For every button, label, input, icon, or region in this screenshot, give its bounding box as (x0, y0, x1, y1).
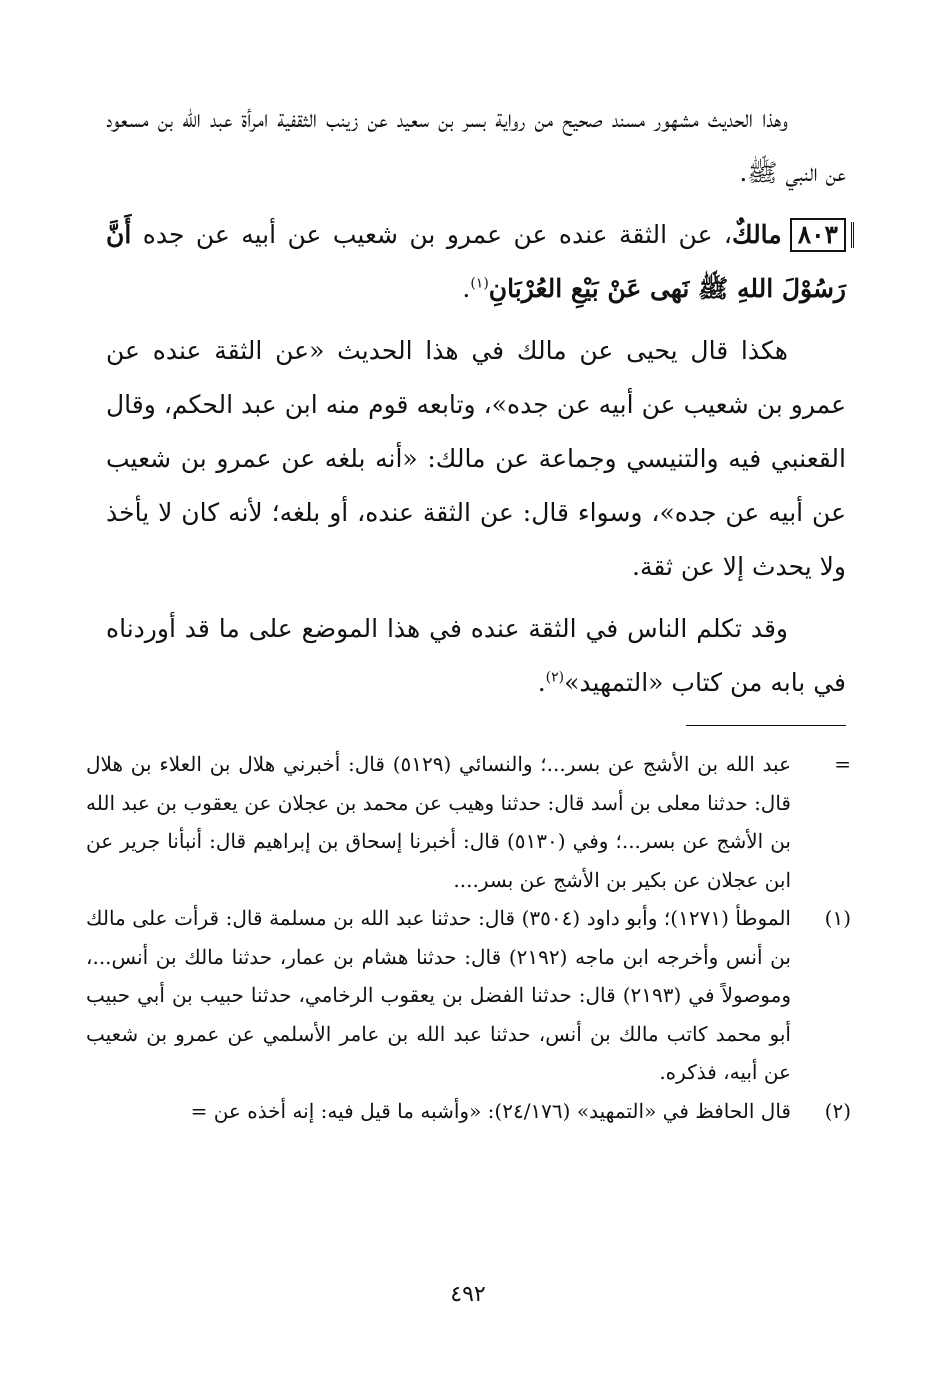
paragraph-4 (106, 602, 846, 710)
isnad-text: ، عن الثقة عنده عن عمرو بن شعيب عن أبيه عن جده (131, 220, 732, 249)
paragraph-4-end: . (537, 668, 546, 697)
narrator-name: مالكٌ (732, 220, 782, 249)
footnote-continued (86, 745, 851, 899)
paragraph-4-text: وقد تكلم الناس في الثقة عنده في هذا الموضع على ما قد أوردناه في بابه من كتاب «التمهيد» (106, 614, 846, 697)
footnote-mark: (٢) (824, 1098, 851, 1123)
footnote-2 (86, 1092, 851, 1131)
footnote-text: قال الحافظ في «التمهيد» (٢٤/١٧٦): «وأشبه ما قيل فيه: إنه أخذه عن = (190, 1098, 791, 1123)
footnote-text: الموطأ (١٢٧١)؛ وأبو داود (٣٥٠٤) قال: حدثنا عبد الله بن مسلمة قال: قرأت على مالك بن أنس وأخرجه ابن ماجه (٢١٩٢) قال: حدثنا هشام بن عمار، حدثنا مالك بن أنس...، وموصولاً في (٢١٩٣) قال: حدثنا الفضل بن يعقوب الرخامي، حدثنا حبيب بن أبي حبيب أبو محمد كاتب مالك بن أنس، حدثنا عبد الله بن عامر الأسلمي عن عمرو بن شعيب عن أبيه، فذكره. (86, 906, 791, 1084)
paragraph-2-end: . (462, 274, 471, 303)
footnote-mark: (١) (824, 906, 851, 930)
footnote-mark: = (834, 752, 851, 776)
paragraph-1: وهذا الحديث مشهور مسند صحيح من رواية بسر بن سعيد عن زينب الثقفية امرأة عبد الله بن مسعود عن النبي ﷺ. (106, 104, 846, 187)
hadith-number-box: ٨٠٣ (790, 218, 846, 252)
main-text (106, 92, 846, 718)
footnote-text: عبد الله بن الأشج عن بسر...؛ والنسائي (٥١٢٩) قال: أخبرني هلال بن العلاء بن هلال قال: حدثنا معلى بن أسد قال: حدثنا وهيب عن محمد بن عجلان عن يعقوب بن عبد الله بن الأشج عن بسر...؛ وفي (٥١٣٠) قال: أخبرنا إسحاق بن إبراهيم قال: أنبأنا جرير عن ابن عجلان عن بكير بن الأشج عن بسر.... (86, 752, 791, 892)
footnote-separator (686, 725, 846, 726)
footnote-ref-1: (١) (470, 275, 489, 292)
footnote-ref-2: (٢) (545, 669, 565, 686)
footnote-1 (86, 899, 851, 1092)
page-number: ٤٩٢ (450, 1282, 486, 1307)
paragraph-2-hadith-entry (106, 208, 846, 316)
hadith-matn: أَنَّ رَسُوْلَ اللهِ ﷺ نَهى عَنْ بَيْعِ العُرْبَانِ (106, 220, 846, 303)
footnotes-section (86, 745, 851, 1130)
paragraph-3: هكذا قال يحيى عن مالك في هذا الحديث «عن الثقة عنده عن عمرو بن شعيب عن أبيه عن جده»، وتابعه قوم منه ابن عبد الحكم، وقال القعنبي فيه والتنيسي وجماعة عن مالك: «أنه بلغه عن عمرو بن شعيب عن أبيه عن جده»، وسواء قال: عن الثقة عنده، أو بلغه؛ لأنه كان لا يأخذ ولا يحدث إلا عن ثقة. (106, 336, 846, 581)
